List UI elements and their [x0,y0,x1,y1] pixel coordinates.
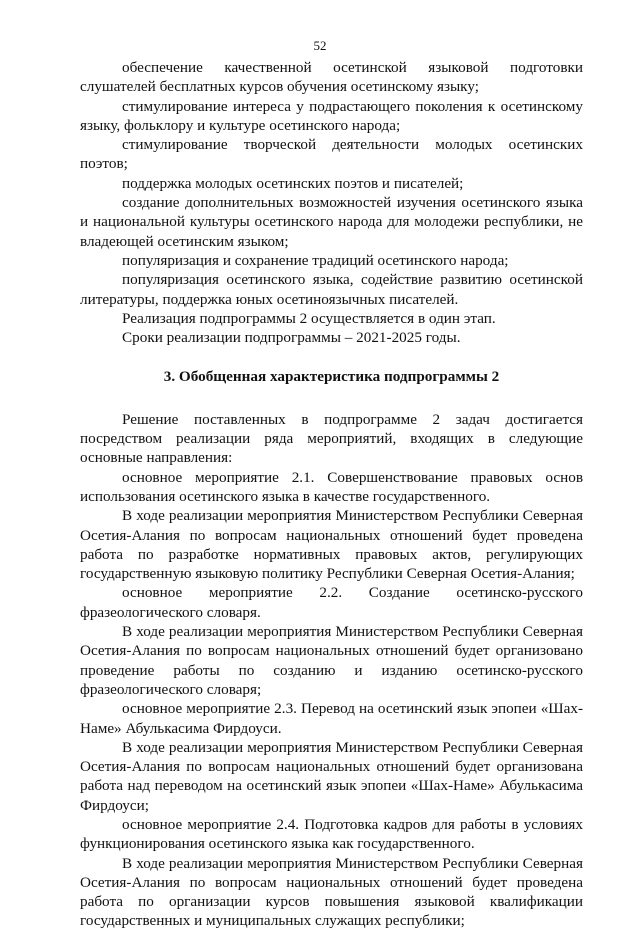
document-body [80,58,583,931]
paragraph: основное мероприятие 2.3. Перевод на осетинский язык эпопеи «Шах-Наме» Абулькасима Фирдоуси. [80,700,583,737]
paragraph: В ходе реализации мероприятия Министерством Республики Северная Осетия-Алания по вопросам национальных отношений будет организована работа над переводом на осетинский язык эпопеи «Шах-Наме» Абулькасима Фирдоуси; [80,738,583,814]
paragraph: стимулирование интереса у подрастающего поколения к осетинскому языку, фольклору и культуре осетинского народа; [80,97,583,134]
section-heading: 3. Обобщенная характеристика подпрограммы 2 [163,368,500,386]
paragraph: В ходе реализации мероприятия Министерством Республики Северная Осетия-Алания по вопросам национальных отношений будет организовано проведение работы по созданию и изданию осетинско-русского фразеологического словаря; [80,623,583,698]
page-number: 52 [313,38,327,53]
paragraph: основное мероприятие 2.1. Совершенствование правовых основ использования осетинского языка в качестве государственного. [80,468,583,505]
paragraph: стимулирование творческой деятельности молодых осетинских поэтов; [80,136,583,173]
paragraph: основное мероприятие 2.2. Создание осетинско-русского фразеологического словаря. [80,584,583,621]
paragraph: обеспечение качественной осетинской языковой подготовки слушателей бесплатных курсов обучения осетинскому языку; [80,59,583,96]
paragraph: популяризация и сохранение традиций осетинского народа; [122,251,509,269]
paragraph: создание дополнительных возможностей изучения осетинского языка и национальной культуры осетинского народа для молодежи республики, не владеющей осетинским языком; [80,194,583,250]
paragraph: Решение поставленных в подпрограмме 2 задач достигается посредством реализации ряда мероприятий, входящих в следующие основные направления: [80,410,583,467]
paragraph: поддержка молодых осетинских поэтов и писателей; [122,174,464,192]
paragraph: В ходе реализации мероприятия Министерством Республики Северная Осетия-Алания по вопросам национальных отношений будет проведена работа по разработке нормативных правовых актов, регулирующих государственную языковую политику Республики Северная Осетия-Алания; [80,507,583,583]
paragraph: Сроки реализации подпрограммы – 2021-2025 годы. [122,329,461,347]
paragraph: В ходе реализации мероприятия Министерством Республики Северная Осетия-Алания по вопросам национальных отношений будет проведена работа по организации курсов повышения языковой квалификации государственных и муниципальных служащих республики; [80,854,583,930]
paragraph: популяризация осетинского языка, содействие развитию осетинской литературы, поддержка юных осетиноязычных писателей. [80,271,583,308]
paragraph: основное мероприятие 2.4. Подготовка кадров для работы в условиях функционирования осетинского языка как государственного. [80,815,583,853]
paragraph: Реализация подпрограммы 2 осуществляется в один этап. [122,309,496,327]
